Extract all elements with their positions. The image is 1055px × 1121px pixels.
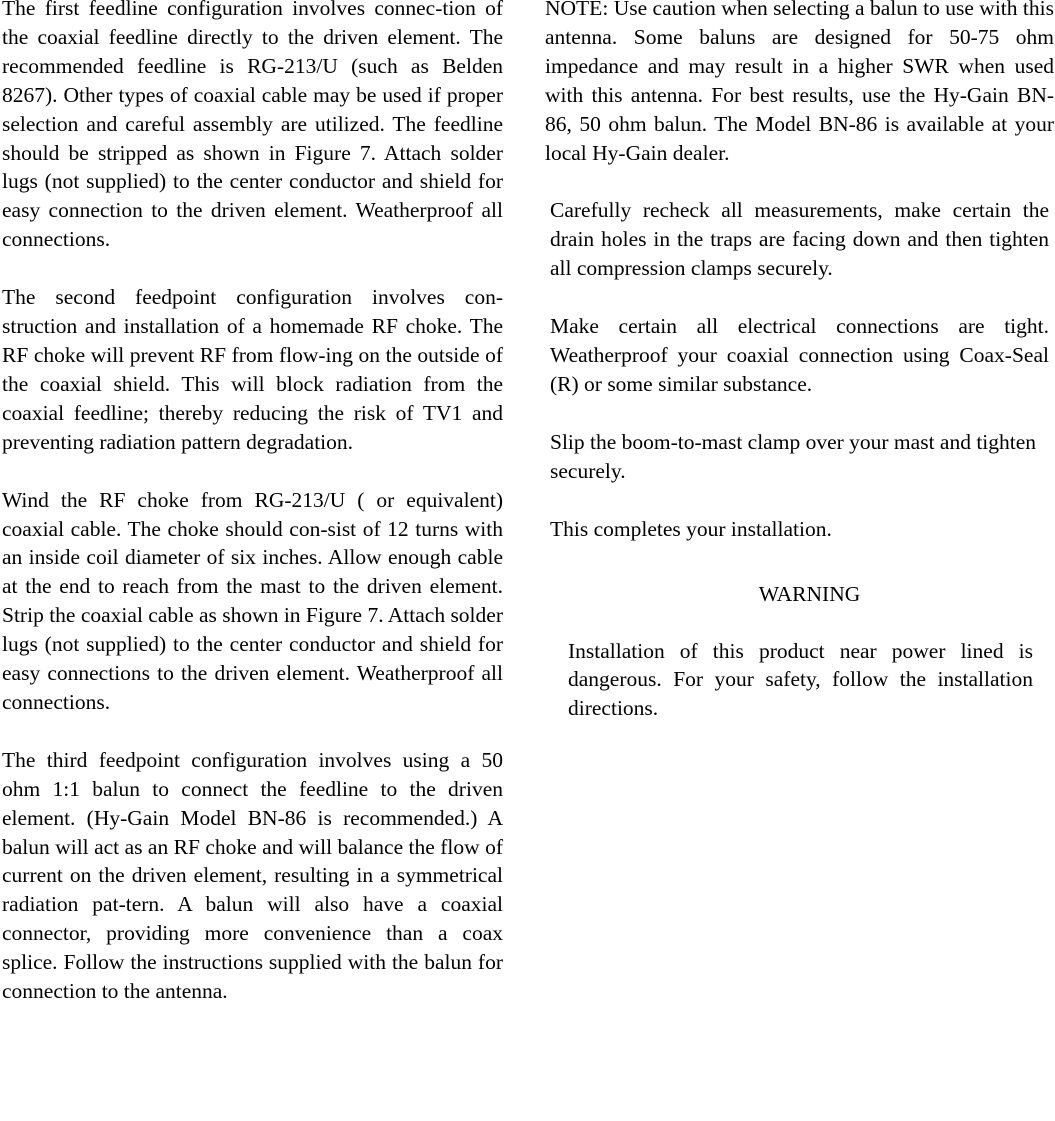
recheck-paragraph: Carefully recheck all measurements, make certain the drain holes in the traps are facing down and then tighten all compression clamps securely. xyxy=(550,198,1049,281)
electrical-paragraph: Make certain all electrical connections are tight. Weatherproof your coaxial connection using Coax-Seal (R) or some similar substance. xyxy=(550,314,1049,396)
right-column xyxy=(545,0,1054,723)
warning-heading: WARNING xyxy=(758,581,861,606)
direct-feedline-paragraph: The first feedline configuration involves connec-tion of the coaxial feedline directly to the driven element. The recommended feedline is RG-213/U (such as Belden 8267). Other types of coaxial cable may be used if proper selection and careful assembly are utilized. The feedline should be stripped as shown in Figure 7. Attach solder lugs (not supplied) to the center conductor and shield for easy connection to the driven element. Weatherproof all connections. xyxy=(2,0,503,252)
completion-paragraph: This completes your installation. xyxy=(550,516,832,541)
balun-note: NOTE: Use caution when selecting a balun to use with this antenna. Some baluns are designed for 50-75 ohm impedance and may result in a higher SWR when used with this antenna. For best results, use the Hy-Gain BN-86, 50 ohm balun. The Model BN-86 is available at your local Hy-Gain dealer. xyxy=(545,0,1054,165)
rf-choke-intro-paragraph: The second feedpoint configuration involves con-struction and installation of a homemade RF choke. The RF choke will prevent RF from flow-ing on the outside of the coaxial shield. This will block radiation from the coaxial feedline; thereby reducing the risk of TV1 and preventing radiation pattern degradation. xyxy=(2,285,503,454)
warning-paragraph: Installation of this product near power lined is dangerous. For your safety, follow the installation directions. xyxy=(568,638,1033,721)
mast-clamp-paragraph: Slip the boom-to-mast clamp over your mast and tighten securely. xyxy=(550,429,1037,483)
left-column xyxy=(2,0,503,1006)
balun-paragraph: The third feedpoint configuration involves using a 50 ohm 1:1 balun to connect the feedline to the driven element. (Hy-Gain Model BN-86 is recommended.) A balun will act as an RF choke and will balance the flow of current on the driven element, resulting in a symmetrical radiation pat-tern. A balun will also have a coaxial connector, providing more convenience than a coax splice. Follow the instructions supplied with the balun for connection to the antenna. xyxy=(2,747,503,1004)
rf-choke-winding-paragraph: Wind the RF choke from RG-213/U ( or equivalent) coaxial cable. The choke should con-sist of 12 turns with an inside coil diameter of six inches. Allow enough cable at the end to reach from the mast to the driven element. Strip the coaxial cable as shown in Figure 7. Attach solder lugs (not supplied) to the center conductor and shield for easy connections to the driven element. Weatherproof all connections. xyxy=(2,487,503,714)
